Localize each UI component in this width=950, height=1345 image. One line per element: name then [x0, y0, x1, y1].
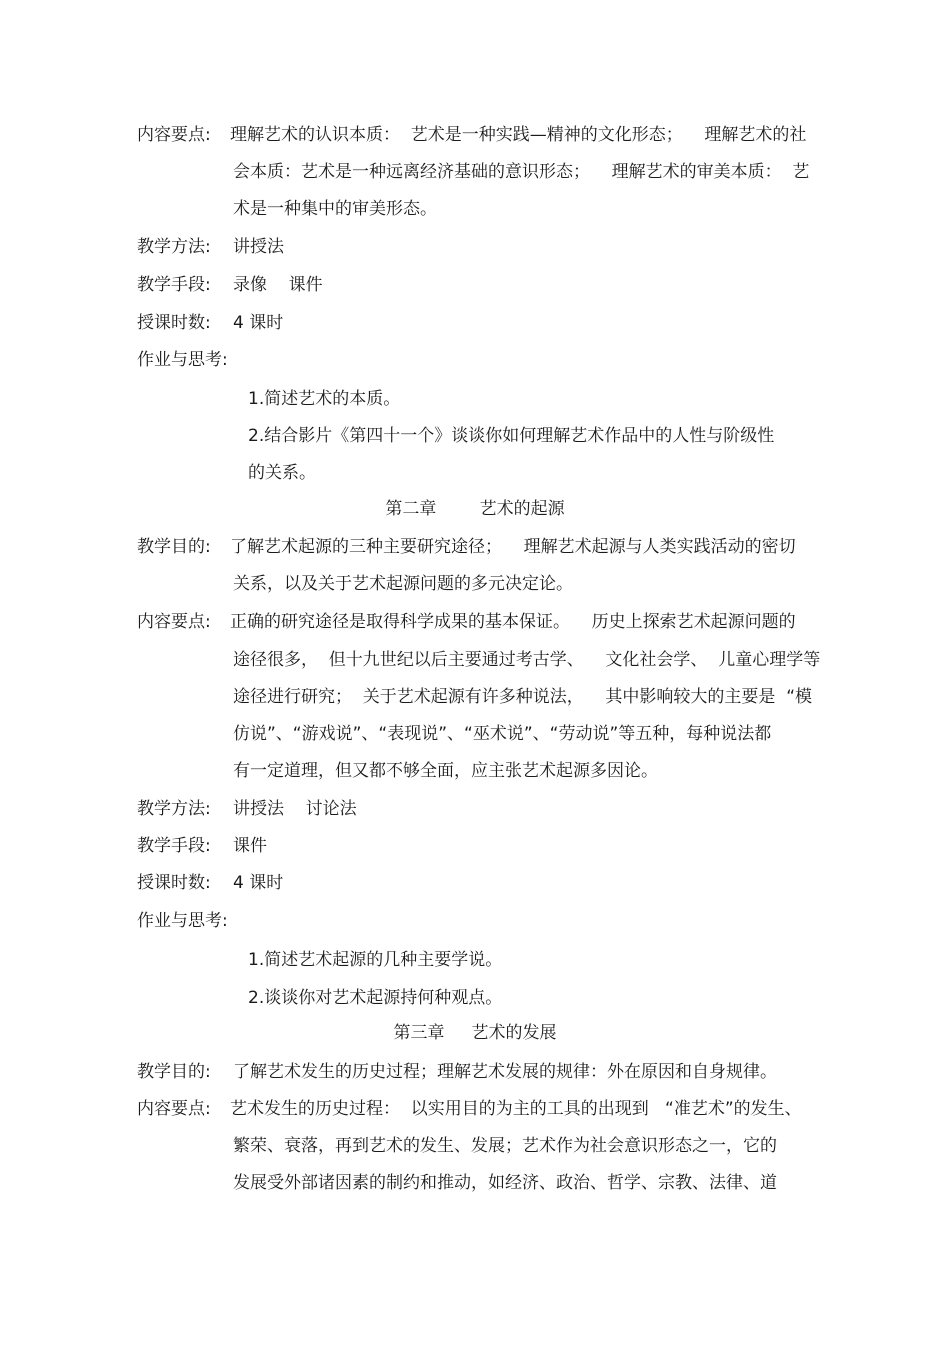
- class-hours-label: 授课时数:: [137, 873, 211, 893]
- homework-item: 1.简述艺术的本质。: [248, 389, 401, 409]
- content-points-line: 艺术发生的历史过程： 以实用目的为主的工具的出现到 “准艺术”的发生、: [230, 1099, 802, 1119]
- teaching-method-label: 教学方法:: [137, 237, 211, 257]
- content-points-line: 发展受外部诸因素的制约和推动，如经济、政治、哲学、宗教、法律、道: [233, 1173, 777, 1193]
- homework-item: 2.谈谈你对艺术起源持何种观点。: [248, 988, 503, 1008]
- teaching-goal-line: 了解艺术起源的三种主要研究途径； 理解艺术起源与人类实践活动的密切: [230, 537, 796, 557]
- content-points-label: 内容要点:: [137, 612, 211, 632]
- content-points-line: 有一定道理，但又都不够全面，应主张艺术起源多因论。: [233, 761, 658, 781]
- teaching-means-label: 教学手段:: [137, 275, 211, 295]
- teaching-goal-label: 教学目的:: [137, 537, 211, 557]
- homework-item: 的关系。: [248, 463, 316, 483]
- teaching-means-value: 课件: [233, 836, 267, 856]
- teaching-goal-line: 了解艺术发生的历史过程；理解艺术发展的规律：外在原因和自身规律。: [233, 1062, 777, 1082]
- teaching-means-label: 教学手段:: [137, 836, 211, 856]
- teaching-goal-label: 教学目的:: [137, 1062, 211, 1082]
- teaching-method-value: 讲授法: [233, 237, 284, 257]
- teaching-method-label: 教学方法:: [137, 799, 211, 819]
- chapter-title: 第二章 艺术的起源: [385, 499, 565, 519]
- chapter-title: 第三章 艺术的发展: [393, 1023, 557, 1043]
- content-points-line: 途径进行研究； 关于艺术起源有许多种说法， 其中影响较大的主要是 “模: [233, 687, 813, 707]
- teaching-method-value: 讲授法 讨论法: [233, 799, 357, 819]
- content-points-line: 理解艺术的认识本质： 艺术是一种实践—精神的文化形态； 理解艺术的社: [230, 125, 807, 145]
- content-points-line: 正确的研究途径是取得科学成果的基本保证。 历史上探索艺术起源问题的: [230, 612, 796, 632]
- content-points-line: 繁荣、衰落，再到艺术的发生、发展；艺术作为社会意识形态之一，它的: [233, 1136, 777, 1156]
- class-hours-value: 4 课时: [233, 313, 284, 333]
- class-hours-label: 授课时数:: [137, 313, 211, 333]
- content-points-line: 途径很多， 但十九世纪以后主要通过考古学、 文化社会学、 儿童心理学等: [233, 650, 821, 670]
- homework-label: 作业与思考:: [137, 350, 228, 370]
- content-points-label: 内容要点:: [137, 1099, 211, 1119]
- content-points-line: 会本质：艺术是一种远离经济基础的意识形态； 理解艺术的审美本质： 艺: [233, 162, 810, 182]
- homework-item: 2.结合影片《第四十一个》谈谈你如何理解艺术作品中的人性与阶级性: [248, 426, 775, 446]
- teaching-goal-line: 关系，以及关于艺术起源问题的多元决定论。: [233, 574, 573, 594]
- content-points-line: 术是一种集中的审美形态。: [233, 199, 437, 219]
- homework-item: 1.简述艺术起源的几种主要学说。: [248, 950, 503, 970]
- homework-label: 作业与思考:: [137, 911, 228, 931]
- teaching-means-value: 录像 课件: [233, 275, 323, 295]
- content-points-line: 仿说”、“游戏说”、“表现说”、“巫术说”、“劳动说”等五种，每种说法都: [233, 724, 772, 744]
- class-hours-value: 4 课时: [233, 873, 284, 893]
- content-points-label: 内容要点:: [137, 125, 211, 145]
